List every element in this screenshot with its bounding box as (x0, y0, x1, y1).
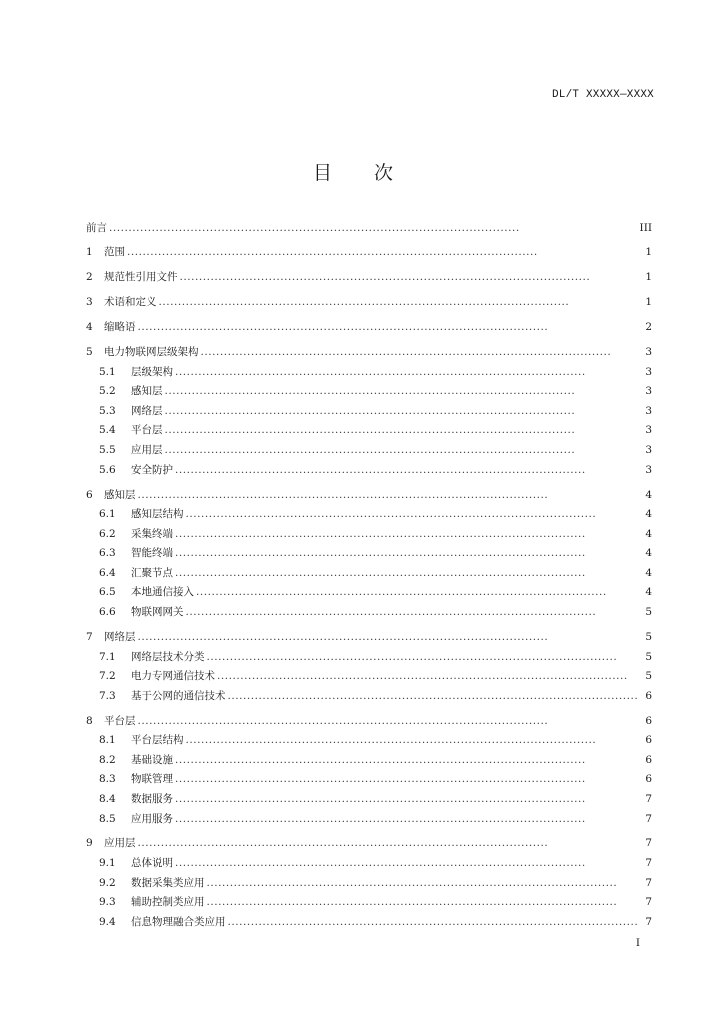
toc-entry[interactable] (86, 265, 652, 285)
toc-entry-title: 术语和定义 (104, 296, 157, 309)
toc-leader-dots (175, 366, 638, 379)
toc-leader-dots (159, 296, 639, 309)
toc-entry-title: 范围 (104, 246, 125, 259)
toc-entry-title: 平台层 (104, 714, 136, 727)
toc-entry-number: 6.5 (99, 586, 116, 599)
toc-entry[interactable] (86, 767, 652, 787)
toc-entry-number: 5 (86, 346, 93, 359)
toc-entry-title: 缩略语 (104, 321, 136, 334)
toc-entry[interactable] (86, 664, 652, 684)
toc-entry-page: 5 (645, 606, 652, 619)
toc-leader-dots (165, 385, 639, 398)
toc-entry-title: 感知层 (131, 385, 163, 398)
toc-entry-title: 规范性引用文件 (104, 271, 178, 284)
toc-entry-page: 6 (645, 714, 652, 727)
toc-entry-number: 7.2 (99, 670, 116, 683)
toc-leader-dots (175, 793, 638, 806)
toc-entry-number: 8 (86, 714, 93, 727)
toc-entry[interactable] (86, 418, 652, 438)
toc-entry[interactable] (86, 850, 652, 870)
page-number: I (635, 937, 640, 949)
toc-leader-dots (228, 916, 639, 929)
toc-entry-page: 7 (645, 915, 652, 928)
toc-entry-title: 汇聚节点 (131, 566, 173, 579)
toc-entry[interactable] (86, 644, 652, 664)
toc-leader-dots (186, 734, 639, 747)
toc-entry-number: 6 (86, 488, 93, 501)
toc-leader-dots (138, 837, 639, 850)
toc-leader-dots (207, 896, 639, 909)
toc-leader-dots (127, 246, 638, 259)
toc-entry-page: 4 (645, 586, 652, 599)
toc-entry-number: 9 (86, 837, 93, 850)
toc-entry-page: 5 (645, 630, 652, 643)
toc-entry-title: 信息物理融合类应用 (131, 915, 226, 928)
toc-entry[interactable] (86, 359, 652, 379)
toc-leader-dots (175, 528, 638, 541)
toc-entry-title: 应用服务 (131, 812, 173, 825)
toc-entry-number: 8.5 (99, 812, 116, 825)
toc-entry-number: 3 (86, 296, 93, 309)
toc-entry-page: 7 (645, 793, 652, 805)
toc-entry-page: 5 (645, 670, 652, 683)
toc-entry-title: 采集终端 (131, 527, 173, 540)
toc-entry[interactable] (86, 624, 652, 644)
toc-entry-number: 5.6 (99, 463, 116, 476)
toc-entry[interactable] (86, 560, 652, 580)
toc-entry-title: 应用层 (131, 444, 163, 457)
toc-entry-number: 8.3 (99, 773, 116, 786)
toc-entry-page: 3 (645, 444, 652, 457)
toc-entry-title: 平台层 (131, 424, 163, 437)
table-of-contents (86, 215, 652, 929)
toc-entry-page: 3 (645, 463, 652, 476)
toc-leader-dots (186, 606, 639, 619)
toc-leader-dots (138, 489, 639, 502)
toc-entry-title: 基础设施 (131, 753, 173, 766)
toc-leader-dots (228, 690, 639, 703)
document-code: DL/T XXXXX—XXXX (551, 89, 654, 101)
toc-leader-dots (175, 464, 638, 477)
toc-entry-page: 6 (645, 773, 652, 786)
toc-entry-page: III (639, 221, 652, 234)
toc-entry[interactable] (86, 240, 652, 260)
toc-entry-number: 7.1 (99, 650, 116, 663)
toc-entry-title: 网络层技术分类 (131, 650, 205, 663)
toc-entry[interactable] (86, 806, 652, 826)
toc-entry[interactable] (86, 909, 652, 929)
toc-entry[interactable] (86, 339, 652, 359)
toc-entry[interactable] (86, 315, 652, 335)
toc-leader-dots (138, 321, 639, 334)
toc-entry-number: 5.1 (99, 365, 116, 378)
toc-entry-title: 安全防护 (131, 463, 173, 476)
toc-entry-number: 5.5 (99, 444, 116, 457)
toc-entry-page: 7 (645, 812, 652, 825)
toc-entry-page: 7 (645, 876, 652, 889)
toc-entry-title: 感知层 (104, 488, 136, 501)
toc-entry[interactable] (86, 502, 652, 522)
toc-leader-dots (175, 754, 638, 767)
toc-leader-dots (165, 444, 639, 457)
toc-entry[interactable] (86, 379, 652, 399)
toc-entry-number: 9.1 (99, 857, 116, 870)
toc-leader-dots (207, 877, 639, 890)
toc-leader-dots (175, 567, 638, 580)
toc-entry-number: 9.4 (99, 915, 116, 928)
toc-entry[interactable] (86, 728, 652, 748)
toc-entry-page: 6 (645, 753, 652, 766)
toc-entry-title: 电力专网通信技术 (131, 670, 215, 683)
toc-entry-title: 层级架构 (131, 365, 173, 378)
toc-leader-dots (175, 813, 638, 826)
toc-entry-page: 4 (645, 508, 652, 521)
toc-entry-title: 网络层 (131, 404, 163, 417)
toc-entry-title: 数据采集类应用 (131, 876, 205, 889)
toc-entry-number: 6.4 (99, 566, 116, 579)
toc-entry-title: 辅助控制类应用 (131, 896, 205, 909)
toc-entry-page: 1 (645, 271, 652, 284)
toc-leader-dots (165, 405, 639, 418)
toc-entry-number: 8.4 (99, 793, 116, 805)
toc-entry[interactable] (86, 890, 652, 910)
toc-leader-dots (175, 547, 638, 560)
toc-entry-page: 4 (645, 488, 652, 501)
toc-entry-page: 3 (645, 346, 652, 359)
toc-entry-number: 6.2 (99, 527, 116, 540)
toc-entry[interactable] (86, 599, 652, 619)
toc-entry-page: 6 (645, 734, 652, 747)
toc-entry-title: 前言 (86, 221, 107, 234)
toc-entry[interactable] (86, 215, 652, 235)
toc-leader-dots (165, 424, 639, 437)
toc-entry-title: 网络层 (104, 630, 136, 643)
toc-entry-number: 4 (86, 321, 93, 334)
toc-entry-number: 2 (86, 271, 93, 284)
toc-leader-dots (138, 715, 639, 728)
toc-entry[interactable] (86, 482, 652, 502)
toc-entry-page: 7 (645, 857, 652, 870)
toc-entry-page: 1 (645, 296, 652, 309)
toc-entry[interactable] (86, 437, 652, 457)
toc-entry[interactable] (86, 290, 652, 310)
toc-entry-page: 4 (645, 527, 652, 540)
toc-entry-number: 6.3 (99, 547, 116, 560)
toc-entry[interactable] (86, 521, 652, 541)
toc-entry-title: 物联网网关 (131, 606, 184, 619)
toc-entry-title: 数据服务 (131, 793, 173, 805)
toc-entry[interactable] (86, 870, 652, 890)
toc-entry-number: 1 (86, 246, 93, 259)
toc-entry[interactable] (86, 580, 652, 600)
toc-leader-dots (196, 586, 638, 599)
toc-entry[interactable] (86, 708, 652, 728)
toc-leader-dots (175, 857, 638, 870)
toc-leader-dots (138, 631, 639, 644)
toc-entry-title: 智能终端 (131, 547, 173, 560)
toc-leader-dots (175, 773, 638, 786)
toc-entry-page: 1 (645, 246, 652, 259)
toc-entry-number: 7 (86, 630, 93, 643)
toc-entry-page: 7 (645, 896, 652, 909)
toc-entry-number: 5.2 (99, 385, 116, 398)
toc-entry-page: 7 (645, 837, 652, 850)
toc-entry[interactable] (86, 457, 652, 477)
toc-leader-dots (217, 670, 638, 683)
toc-entry-title: 物联管理 (131, 773, 173, 786)
toc-entry-number: 9.2 (99, 876, 116, 889)
toc-entry-title: 总体说明 (131, 857, 173, 870)
toc-entry-page: 3 (645, 385, 652, 398)
toc-entry-number: 5.3 (99, 404, 116, 417)
toc-entry-title: 本地通信接入 (131, 586, 194, 599)
toc-leader-dots (109, 222, 636, 235)
toc-entry-page: 3 (645, 424, 652, 437)
toc-entry[interactable] (86, 541, 652, 561)
toc-entry-number: 8.2 (99, 753, 116, 766)
toc-entry-number: 6.6 (99, 606, 116, 619)
toc-entry-title: 平台层结构 (131, 734, 184, 747)
toc-entry-page: 3 (645, 404, 652, 417)
toc-entry-page: 3 (645, 365, 652, 378)
page-title: 目 次 (312, 162, 412, 184)
toc-entry-number: 8.1 (99, 734, 116, 747)
toc-entry-number: 7.3 (99, 689, 116, 702)
toc-entry-title: 基于公网的通信技术 (131, 689, 226, 702)
toc-leader-dots (201, 346, 639, 359)
toc-entry-number: 9.3 (99, 896, 116, 909)
toc-entry-page: 6 (645, 689, 652, 702)
toc-leader-dots (186, 508, 639, 521)
toc-entry-title: 应用层 (104, 837, 136, 850)
toc-entry[interactable] (86, 831, 652, 851)
toc-entry-number: 6.1 (99, 508, 116, 521)
toc-entry-page: 2 (645, 321, 652, 334)
toc-entry-page: 4 (645, 566, 652, 579)
toc-entry-title: 电力物联网层级架构 (104, 346, 199, 359)
toc-entry[interactable] (86, 398, 652, 418)
toc-entry[interactable] (86, 683, 652, 703)
toc-leader-dots (180, 271, 639, 284)
toc-entry-page: 5 (645, 650, 652, 663)
toc-entry-number: 5.4 (99, 424, 116, 437)
toc-entry[interactable] (86, 786, 652, 806)
toc-entry[interactable] (86, 747, 652, 767)
toc-leader-dots (207, 651, 639, 664)
toc-entry-page: 4 (645, 547, 652, 560)
toc-entry-title: 感知层结构 (131, 508, 184, 521)
